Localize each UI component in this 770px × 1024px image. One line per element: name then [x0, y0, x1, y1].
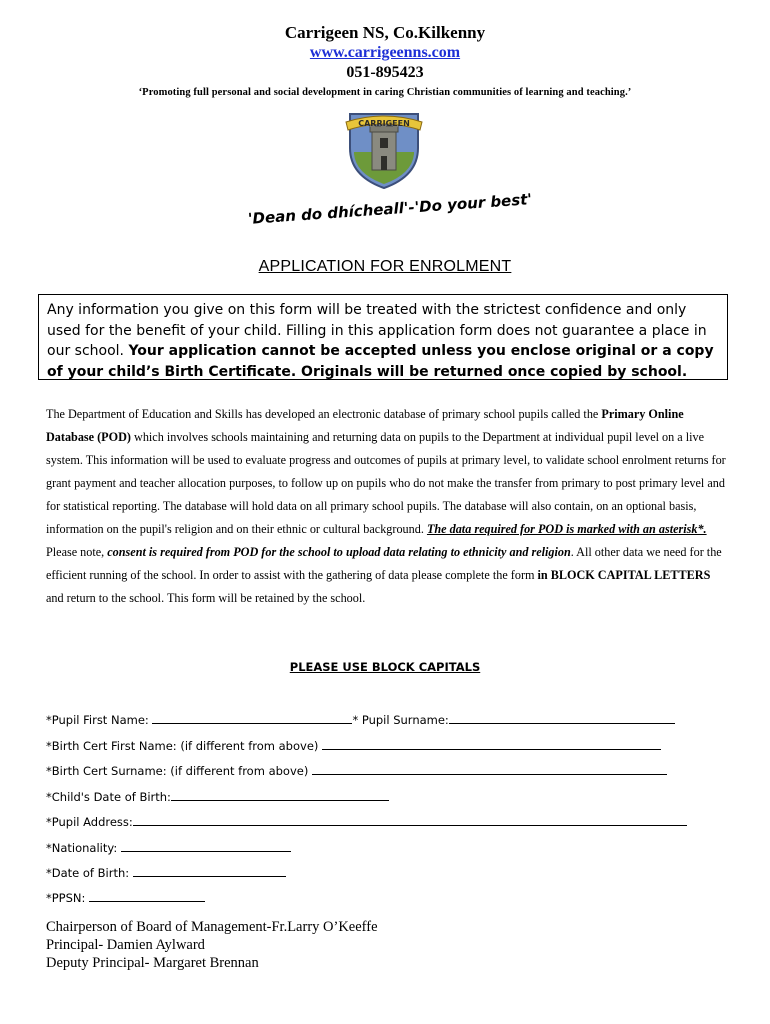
pod-description: which involves schools maintaining and returning data on pupils to the Department at individual pupil level on a live system. This information will be used to evaluate progress and outcomes of pupils at primary level, to validate school enrolment returns for grant payment and teacher allocation purposes, to follow up on pupils who do not make the transfer from primary to post primary level and for statistical reporting. The database will hold data on all primary school pupils. The database will also contain, on an optional basis, information on the pupil's religion and on their ethnic or cultural background. — [46, 430, 726, 536]
deputy-principal-line: Deputy Principal- Margaret Brennan — [46, 955, 259, 971]
pupil-first-name-label: *Pupil First Name: — [46, 713, 149, 727]
birth-cert-first-name-field[interactable] — [322, 737, 661, 750]
pupil-address-label: *Pupil Address: — [46, 815, 133, 829]
child-dob-field[interactable] — [171, 788, 389, 801]
school-staff-list — [46, 918, 378, 972]
ppsn-label: *PPSN: — [46, 891, 86, 905]
pupil-address-row — [46, 813, 687, 829]
svg-text:'Dean do dhícheall'-'Do your b: 'Dean do dhícheall'-'Do your best' — [247, 190, 533, 228]
pupil-surname-field[interactable] — [449, 711, 675, 724]
confidentiality-notice — [38, 294, 728, 380]
birth-cert-surname-row — [46, 762, 667, 778]
svg-text:CARRIGEEN: CARRIGEEN — [358, 119, 410, 128]
date-of-birth-field[interactable] — [133, 864, 286, 877]
asterisk-note: The data required for POD is marked with an asterisk*. — [426, 522, 707, 536]
return-form-text: and return to the school. This form will be retained by the school. — [46, 591, 366, 605]
nationality-row — [46, 839, 291, 855]
pod-name: Primary Online Database (POD) — [46, 407, 684, 444]
birth-cert-first-name-label: *Birth Cert First Name: (if different from above) — [46, 739, 319, 753]
letterhead — [0, 22, 770, 98]
birth-cert-surname-field[interactable] — [312, 762, 667, 775]
birth-cert-surname-label: *Birth Cert Surname: (if different from above) — [46, 764, 309, 778]
child-dob-label: *Child's Date of Birth: — [46, 790, 171, 804]
data-gathering-text: . All other data we need for the efficient running of the school. In order to assist with the gathering of data please complete the form — [46, 545, 722, 582]
consent-note: consent is required from POD for the school to upload data relating to ethnicity and religion — [107, 545, 571, 559]
block-capitals-heading: PLEASE USE BLOCK CAPITALS — [289, 660, 481, 674]
pupil-name-row — [46, 711, 675, 727]
please-note-text: Please note, — [46, 545, 105, 559]
principal-line: Principal- Damien Aylward — [46, 937, 205, 953]
school-name: Carrigeen NS, Co.Kilkenny — [284, 23, 486, 42]
date-of-birth-row — [46, 864, 286, 880]
school-phone: 051-895423 — [346, 64, 424, 81]
pupil-surname-label: * Pupil Surname: — [352, 713, 449, 727]
pod-intro-text: The Department of Education and Skills has developed an electronic database of primary school pupils called the — [46, 407, 599, 421]
notice-text: Any information you give on this form will be treated with the strictest confidence and only used for the benefit of your child. Filling in this application form does not guarantee a place in our school. — [47, 302, 707, 359]
ppsn-row — [46, 889, 205, 905]
school-website-link[interactable]: www.carrigeenns.com — [309, 44, 461, 61]
nationality-label: *Nationality: — [46, 841, 118, 855]
date-of-birth-label: *Date of Birth: — [46, 866, 130, 880]
school-mission-statement: ‘Promoting full personal and social development in caring Christian communities of learning and teaching.’ — [138, 87, 632, 98]
pupil-first-name-field[interactable] — [152, 711, 352, 724]
birth-cert-first-name-row — [46, 737, 661, 753]
child-dob-row — [46, 788, 389, 804]
school-motto — [247, 188, 533, 232]
notice-birth-cert-requirement: Your application cannot be accepted unless you enclose original or a copy of your child’s Birth Certificate. Originals will be returned once copied by school. — [47, 343, 714, 380]
block-capital-instruction: in BLOCK CAPITAL LETTERS — [537, 568, 711, 582]
ppsn-field[interactable] — [89, 889, 205, 902]
pupil-address-field[interactable] — [133, 813, 687, 826]
pod-information-paragraph — [46, 403, 726, 610]
nationality-field[interactable] — [121, 839, 291, 852]
school-crest-logo — [340, 108, 428, 190]
form-title: APPLICATION FOR ENROLMENT — [258, 258, 512, 275]
chairperson-line: Chairperson of Board of Management-Fr.Larry O’Keeffe — [46, 919, 378, 935]
